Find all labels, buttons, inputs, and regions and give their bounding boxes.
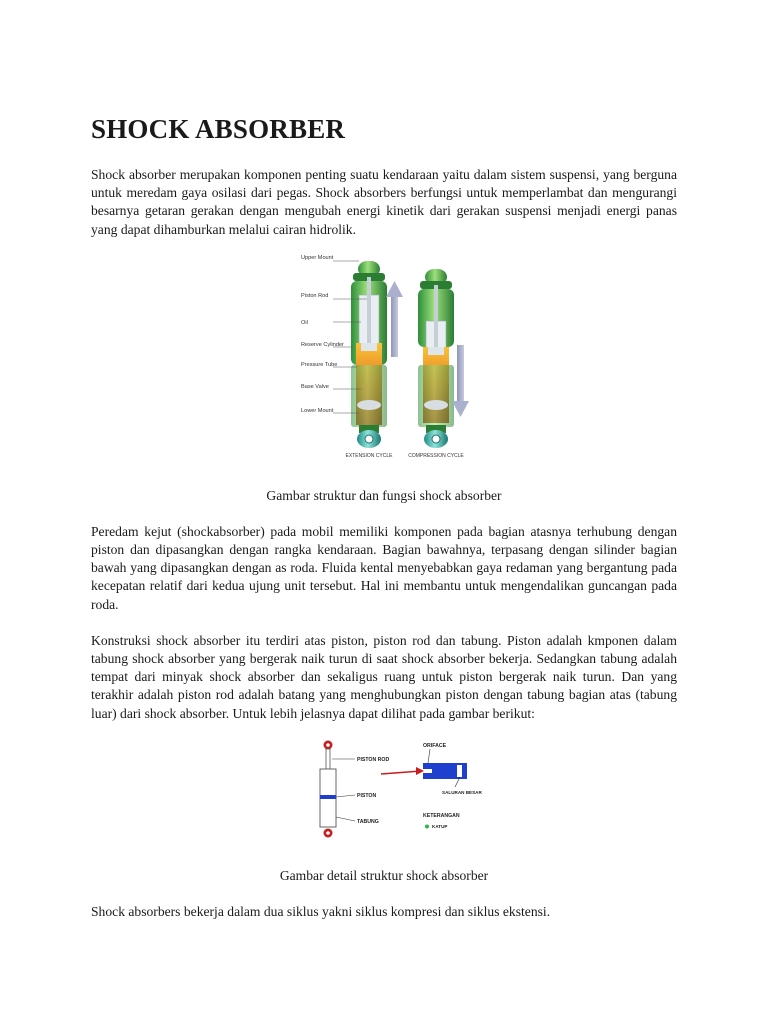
label-keterangan: KETERANGAN [423,812,460,819]
paragraph-components: Peredam kejut (shockabsorber) pada mobil memiliki komponen pada bagian atasnya terhubung dengan piston dan dipasangkan dengan rangka kendaraan. Bagian bawahnya, terpasang dengan silinder bagian bawah yang dipasangkan dengan as roda. Fluida kental menyebabkan gaya redaman yang bergantung pada kecepatan relatif dari kedua ujung unit tersebut. Hal ini membantu untuk mengendalikan guncangan pada roda. [91,523,677,612]
shock-absorber-detail-figure [295,737,482,843]
paragraph-cycles: Shock absorbers bekerja dalam dua siklus yakni siklus kompresi dan siklus ekstensi. [91,903,551,919]
label-oil: Oil [301,319,308,326]
document-title: SHOCK ABSORBER [91,114,346,144]
label-tabung: TABUNG [357,818,379,825]
label-compression-cycle: COMPRESSION CYCLE [408,452,464,459]
compression-arrow-icon [452,345,469,417]
compression-shock-illustration [418,269,454,448]
document-page [91,112,677,921]
extension-arrow-icon [386,281,403,357]
label-lower-mount: Lower Mount [301,407,334,414]
detail-shock-illustration [320,740,336,837]
paragraph-construction: Konstruksi shock absorber itu terdiri atas piston, piston rod dan tabung. Piston adalah kmponen dalam tabung shock absorber yang bergerak naik turun di saat shock absorber bekerja. Sedangkan tabung adalah tempat dari minyak shock absorber dan sekaligus ruang untuk piston bergerak naik turun. Dan yang terakhir adalah piston rod adalah batang yang menghubungkan piston dengan tabung bagian atas (tabung luar) dari shock absorber. Untuk lebih jelasnya dapat dilihat pada gambar berikut: [91,632,677,721]
extension-shock-illustration [351,261,387,448]
figure1-caption: Gambar struktur dan fungsi shock absorber [266,487,502,503]
label-piston-rod-detail: PISTON ROD [357,756,390,763]
figure2-caption: Gambar detail struktur shock absorber [279,867,489,883]
label-reserve-cylinder: Reserve Cylinder [301,341,344,348]
legend-valve-dot-icon [425,824,429,828]
shock-absorber-structure-figure [299,255,469,467]
label-oriface: ORIFACE [423,742,447,749]
label-upper-mount: Upper Mount [301,254,334,261]
label-base-valve: Base Valve [301,383,329,390]
label-piston-detail: PISTON [357,792,377,799]
piston-detail-illustration [381,763,467,779]
label-saluran-besar: SALURAN BESAR [442,789,482,795]
label-piston-rod: Piston Rod [301,292,329,299]
label-katup: KATUP [432,823,448,829]
label-pressure-tube: Pressure Tube [301,361,338,368]
label-extension-cycle: EXTENSION CYCLE [345,452,393,459]
paragraph-intro: Shock absorber merupakan komponen penting suatu kendaraan yaitu dalam sistem suspensi, yang berguna untuk meredam gaya osilasi dari pegas. Shock absorbers berfungsi untuk memperlambat dan mengurangi besarnya getaran gerakan dengan mengubah energi kinetik dari gerakan suspensi menjadi energi panas yang dapat dihamburkan melalui cairan hidrolik. [91,167,677,237]
